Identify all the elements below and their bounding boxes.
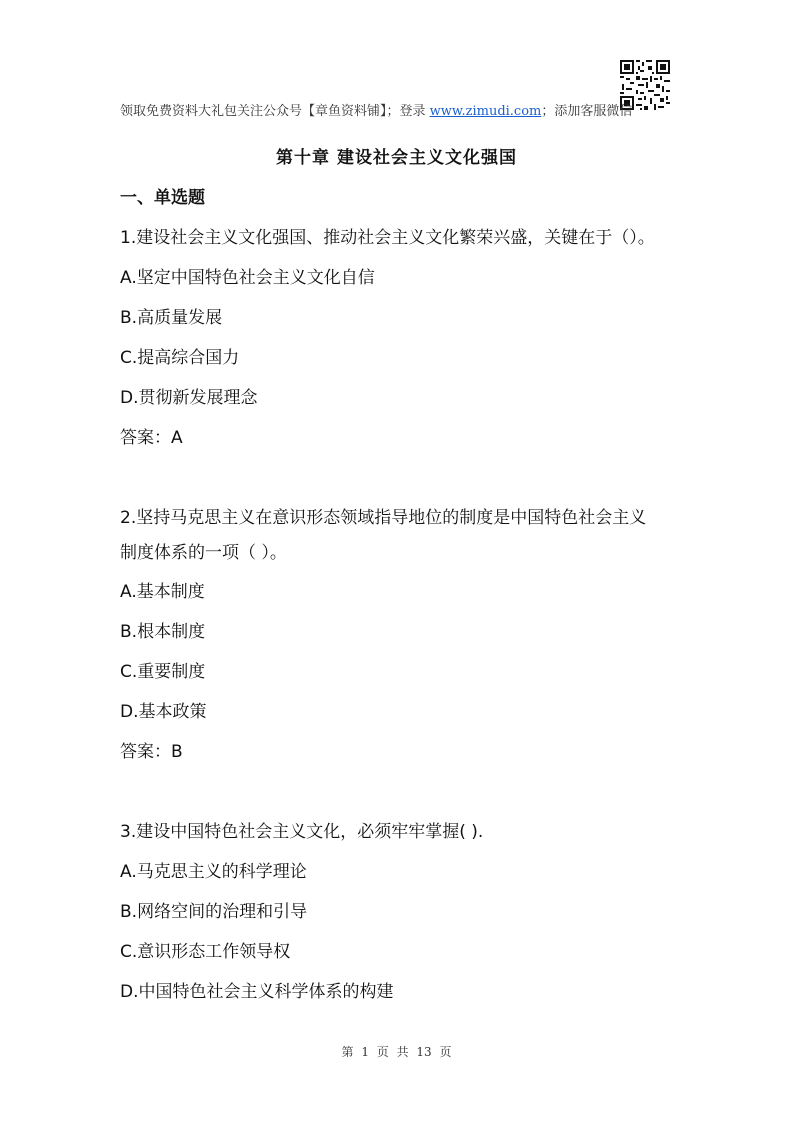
question-2-answer: 答案：B <box>120 742 183 762</box>
question-3-option-d: D.中国特色社会主义科学体系的构建 <box>120 982 394 1002</box>
question-1-answer: 答案：A <box>120 428 183 448</box>
header-wechat-text: ；添加客服微信 <box>541 104 633 119</box>
question-1-option-d: D.贯彻新发展理念 <box>120 388 258 408</box>
question-2-option-b: B.根本制度 <box>120 622 206 642</box>
section-heading: 一、单选题 <box>120 188 205 208</box>
question-3-option-a: A.马克思主义的科学理论 <box>120 862 307 882</box>
question-3-stem: 3.建设中国特色社会主义文化，必须牢牢掌握( ). <box>120 822 484 842</box>
question-2-option-a: A.基本制度 <box>120 582 205 602</box>
question-1-stem: 1.建设社会主义文化强国、推动社会主义文化繁荣兴盛，关键在于（）。 <box>120 228 655 248</box>
website-link[interactable]: www.zimudi.com <box>429 104 542 119</box>
question-3-option-b: B.网络空间的治理和引导 <box>120 902 308 922</box>
question-2-stem-line-1: 2.坚持马克思主义在意识形态领域指导地位的制度是中国特色社会主义 <box>120 508 647 528</box>
question-2-option-d: D.基本政策 <box>120 702 207 722</box>
question-1-option-b: B.高质量发展 <box>120 308 223 328</box>
page-footer: 第 1 页 共 13 页 <box>341 1045 452 1059</box>
question-2-stem-line-2: 制度体系的一项（ ）。 <box>120 543 287 563</box>
header-promo-text: 领取免费资料大礼包关注公众号【章鱼资料铺】；登录 <box>120 104 430 119</box>
question-3-option-c: C.意识形态工作领导权 <box>120 942 291 962</box>
question-1-option-c: C.提高综合国力 <box>120 348 240 368</box>
question-2-option-c: C.重要制度 <box>120 662 206 682</box>
question-1-option-a: A.坚定中国特色社会主义文化自信 <box>120 268 375 288</box>
page-header <box>120 100 665 119</box>
chapter-title: 第十章 建设社会主义文化强国 <box>276 148 517 168</box>
